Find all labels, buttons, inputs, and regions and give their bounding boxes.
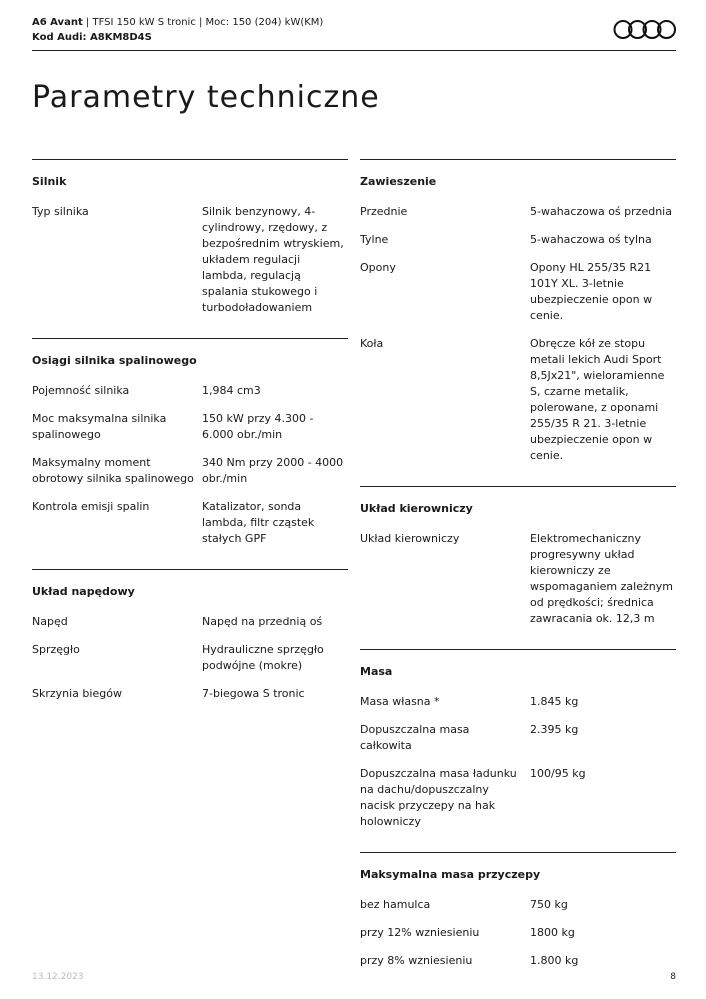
section-title: Zawieszenie xyxy=(360,175,437,188)
spec-label: Układ kierowniczy xyxy=(360,532,460,545)
spec-value: Obręcze kół ze stopu metali lekich Audi Sport 8,5Jx21", wieloramienne S, czarne metalik, polerowane, z oponami 255/35 R 21. 3-letnie ubezpieczenie opon w cenie. xyxy=(530,337,665,462)
spec-section xyxy=(360,486,676,649)
spec-label: Tylne xyxy=(360,233,389,246)
spec-label: Pojemność silnika xyxy=(32,384,130,397)
spec-value: 100/95 kg xyxy=(530,767,586,780)
spec-value: 5-wahaczowa oś przednia xyxy=(530,205,672,218)
spec-section xyxy=(32,159,348,338)
left-column xyxy=(32,159,348,724)
section-title: Układ kierowniczy xyxy=(360,502,473,515)
spec-value: Silnik benzynowy, 4-cylindrowy, rzędowy, z bezpośrednim wtryskiem, układem regulacji lambda, regulacją spalania stukowego i turbodoładowaniem xyxy=(202,205,344,314)
spec-value: 340 Nm przy 2000 - 4000 obr./min xyxy=(202,456,344,485)
spec-section xyxy=(360,649,676,852)
spec-label: bez hamulca xyxy=(360,898,431,911)
spec-row xyxy=(360,722,676,754)
spec-label: Masa własna * xyxy=(360,695,440,708)
spec-value: 1,984 cm3 xyxy=(202,384,261,397)
spec-value: 1800 kg xyxy=(530,926,575,939)
spec-row xyxy=(32,383,348,399)
spec-value: 1.845 kg xyxy=(530,695,579,708)
spec-row xyxy=(360,766,676,830)
page-title: Parametry techniczne xyxy=(32,80,380,115)
audi-code: Kod Audi: A8KM8D4S xyxy=(32,32,152,43)
spec-value: Elektromechaniczny progresywny układ kierowniczy ze wspomaganiem zależnym od prędkości; średnica zawracania ok. 12,3 m xyxy=(530,532,673,625)
spec-value: 2.395 kg xyxy=(530,723,579,736)
spec-label: Skrzynia biegów xyxy=(32,687,122,700)
spec-section xyxy=(360,852,676,991)
spec-section xyxy=(32,338,348,569)
spec-row xyxy=(360,204,676,220)
spec-row xyxy=(360,232,676,248)
right-column xyxy=(360,159,676,991)
spec-value: Napęd na przednią oś xyxy=(202,615,323,628)
spec-row xyxy=(360,694,676,710)
model-name: A6 Avant xyxy=(32,17,83,28)
section-title: Maksymalna masa przyczepy xyxy=(360,868,541,881)
footer-date: 13.12.2023 xyxy=(32,972,84,982)
section-title: Silnik xyxy=(32,175,67,188)
spec-row xyxy=(32,455,348,487)
spec-row xyxy=(32,614,348,630)
spec-value: 5-wahaczowa oś tylna xyxy=(530,233,652,246)
spec-row xyxy=(32,499,348,547)
spec-label: Moc maksymalna silnika spalinowego xyxy=(32,412,167,441)
spec-row xyxy=(360,897,676,913)
spec-row xyxy=(360,925,676,941)
document-header xyxy=(32,15,323,45)
header-divider xyxy=(32,50,676,51)
spec-row xyxy=(32,686,348,702)
spec-label: przy 12% wzniesieniu xyxy=(360,926,480,939)
spec-value: 1.800 kg xyxy=(530,954,579,967)
audi-rings-logo xyxy=(613,19,677,40)
section-title: Osiągi silnika spalinowego xyxy=(32,354,197,367)
spec-section xyxy=(360,159,676,486)
spec-row xyxy=(32,411,348,443)
spec-value: Opony HL 255/35 R21 101Y XL. 3-letnie ubezpieczenie opon w cenie. xyxy=(530,261,653,322)
spec-label: Napęd xyxy=(32,615,68,628)
spec-row xyxy=(360,260,676,324)
spec-row xyxy=(32,642,348,674)
spec-label: Koła xyxy=(360,337,384,350)
section-title: Układ napędowy xyxy=(32,585,135,598)
spec-label: Dopuszczalna masa ładunku na dachu/dopuszczalny nacisk przyczepy na hak holowniczy xyxy=(360,767,517,828)
spec-row xyxy=(32,204,348,316)
spec-section xyxy=(32,569,348,724)
spec-value: 150 kW przy 4.300 - 6.000 obr./min xyxy=(202,412,314,441)
spec-value: 750 kg xyxy=(530,898,568,911)
spec-value: Hydrauliczne sprzęgło podwójne (mokre) xyxy=(202,643,324,672)
spec-label: Przednie xyxy=(360,205,408,218)
page-number: 8 xyxy=(670,972,676,982)
spec-label: Kontrola emisji spalin xyxy=(32,500,150,513)
spec-label: Maksymalny moment obrotowy silnika spalinowego xyxy=(32,456,194,485)
spec-row xyxy=(360,531,676,627)
spec-label: Opony xyxy=(360,261,396,274)
model-details: | TFSI 150 kW S tronic | Moc: 150 (204) kW(KM) xyxy=(82,17,324,28)
spec-row xyxy=(360,953,676,969)
spec-label: Typ silnika xyxy=(32,205,89,218)
spec-value: 7-biegowa S tronic xyxy=(202,687,305,700)
spec-label: przy 8% wzniesieniu xyxy=(360,954,473,967)
spec-label: Dopuszczalna masa całkowita xyxy=(360,723,470,752)
spec-label: Sprzęgło xyxy=(32,643,80,656)
section-title: Masa xyxy=(360,665,393,678)
spec-row xyxy=(360,336,676,464)
model-line xyxy=(32,15,323,30)
spec-value: Katalizator, sonda lambda, filtr cząstek stałych GPF xyxy=(202,500,315,545)
